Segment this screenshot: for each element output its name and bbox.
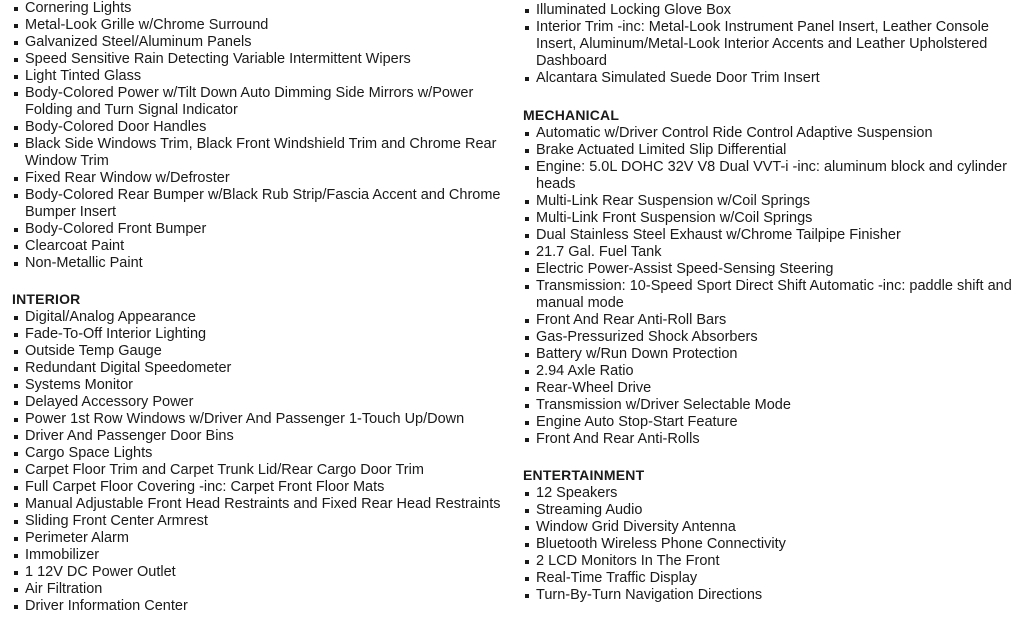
mechanical-list — [523, 125, 1013, 448]
list-item: Real-Time Traffic Display — [523, 570, 1013, 587]
list-item: 2 LCD Monitors In The Front — [523, 553, 1013, 570]
list-item: Redundant Digital Speedometer — [12, 360, 502, 377]
list-item: 12 Speakers — [523, 485, 1013, 502]
list-item: Digital/Analog Appearance — [12, 309, 502, 326]
list-item: Body-Colored Power w/Tilt Down Auto Dimming Side Mirrors w/Power Folding and Turn Signal Indicator — [12, 85, 502, 119]
list-item: Engine: 5.0L DOHC 32V V8 Dual VVT-i -inc: aluminum block and cylinder heads — [523, 159, 1013, 193]
list-item: Immobilizer — [12, 547, 502, 564]
list-item: Fade-To-Off Interior Lighting — [12, 326, 502, 343]
list-item: Streaming Audio — [523, 502, 1013, 519]
list-item: Speed Sensitive Rain Detecting Variable Intermittent Wipers — [12, 51, 502, 68]
list-item: 1 12V DC Power Outlet — [12, 564, 502, 581]
list-item: Automatic w/Driver Control Ride Control Adaptive Suspension — [523, 125, 1013, 142]
mechanical-heading: MECHANICAL — [523, 107, 620, 123]
list-item: Carpet Floor Trim and Carpet Trunk Lid/Rear Cargo Door Trim — [12, 462, 502, 479]
entertainment-list — [523, 485, 1013, 604]
list-item: Non-Metallic Paint — [12, 255, 502, 272]
list-item: Rear-Wheel Drive — [523, 380, 1013, 397]
list-item: Front And Rear Anti-Rolls — [523, 431, 1013, 448]
list-item: Brake Actuated Limited Slip Differential — [523, 142, 1013, 159]
list-item: Transmission w/Driver Selectable Mode — [523, 397, 1013, 414]
list-item: Fixed Rear Window w/Defroster — [12, 170, 502, 187]
list-item: Driver And Passenger Door Bins — [12, 428, 502, 445]
interior-list — [12, 309, 502, 615]
list-item: Window Grid Diversity Antenna — [523, 519, 1013, 536]
list-item: Light Tinted Glass — [12, 68, 502, 85]
exterior-list — [12, 0, 502, 272]
list-item: Front And Rear Anti-Roll Bars — [523, 312, 1013, 329]
list-item: Black Side Windows Trim, Black Front Windshield Trim and Chrome Rear Window Trim — [12, 136, 502, 170]
list-item: Body-Colored Door Handles — [12, 119, 502, 136]
list-item: Sliding Front Center Armrest — [12, 513, 502, 530]
interior-heading: INTERIOR — [12, 291, 81, 307]
list-item: Outside Temp Gauge — [12, 343, 502, 360]
list-item: Gas-Pressurized Shock Absorbers — [523, 329, 1013, 346]
list-item: 2.94 Axle Ratio — [523, 363, 1013, 380]
list-item: Transmission: 10-Speed Sport Direct Shift Automatic -inc: paddle shift and manual mode — [523, 278, 1013, 312]
list-item: Full Carpet Floor Covering -inc: Carpet Front Floor Mats — [12, 479, 502, 496]
list-item: Air Filtration — [12, 581, 502, 598]
list-item: Interior Trim -inc: Metal-Look Instrument Panel Insert, Leather Console Insert, Aluminum/Metal-Look Interior Accents and Leather Upholstered Dashboard — [523, 19, 1013, 70]
list-item: Manual Adjustable Front Head Restraints and Fixed Rear Head Restraints — [12, 496, 502, 513]
list-item: Power 1st Row Windows w/Driver And Passenger 1-Touch Up/Down — [12, 411, 502, 428]
list-item: Turn-By-Turn Navigation Directions — [523, 587, 1013, 604]
list-item: Systems Monitor — [12, 377, 502, 394]
list-item: Electric Power-Assist Speed-Sensing Steering — [523, 261, 1013, 278]
list-item: Bluetooth Wireless Phone Connectivity — [523, 536, 1013, 553]
interior-continued-list — [523, 2, 1013, 87]
left-column — [12, 0, 502, 615]
list-item: Body-Colored Rear Bumper w/Black Rub Strip/Fascia Accent and Chrome Bumper Insert — [12, 187, 502, 221]
right-column — [523, 0, 1013, 604]
list-item: Metal-Look Grille w/Chrome Surround — [12, 17, 502, 34]
list-item: Engine Auto Stop-Start Feature — [523, 414, 1013, 431]
list-item: Battery w/Run Down Protection — [523, 346, 1013, 363]
list-item: Driver Information Center — [12, 598, 502, 615]
list-item: Multi-Link Rear Suspension w/Coil Springs — [523, 193, 1013, 210]
list-item: Galvanized Steel/Aluminum Panels — [12, 34, 502, 51]
list-item: Cornering Lights — [12, 0, 502, 17]
list-item: Alcantara Simulated Suede Door Trim Insert — [523, 70, 1013, 87]
list-item: Perimeter Alarm — [12, 530, 502, 547]
list-item: Cargo Space Lights — [12, 445, 502, 462]
list-item: Delayed Accessory Power — [12, 394, 502, 411]
list-item: 21.7 Gal. Fuel Tank — [523, 244, 1013, 261]
list-item: Clearcoat Paint — [12, 238, 502, 255]
list-item: Illuminated Locking Glove Box — [523, 2, 1013, 19]
entertainment-heading: ENTERTAINMENT — [523, 467, 645, 483]
list-item: Body-Colored Front Bumper — [12, 221, 502, 238]
list-item: Dual Stainless Steel Exhaust w/Chrome Tailpipe Finisher — [523, 227, 1013, 244]
list-item: Multi-Link Front Suspension w/Coil Springs — [523, 210, 1013, 227]
